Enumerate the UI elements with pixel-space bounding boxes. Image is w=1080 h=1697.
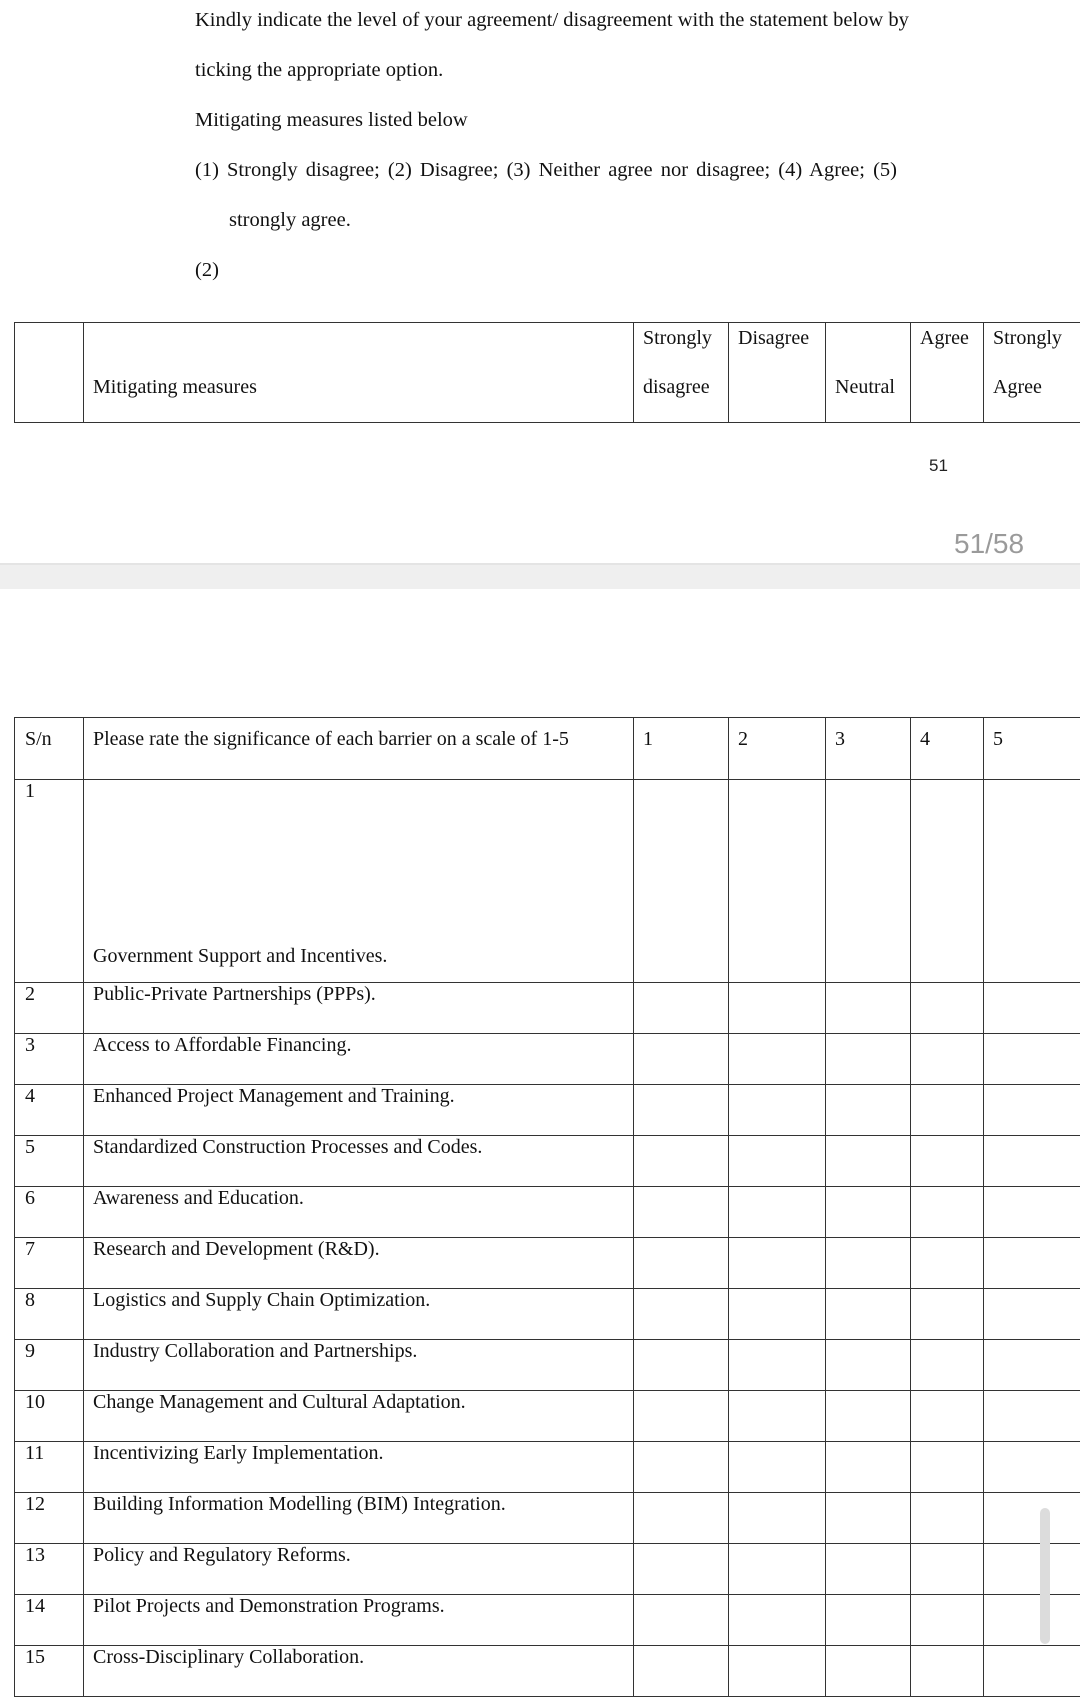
column-header	[634, 323, 729, 423]
strongly-agree-bottom: Agree	[993, 376, 1042, 399]
rating-cell-1[interactable]	[634, 1034, 729, 1085]
rating-cell-1[interactable]	[634, 1238, 729, 1289]
rating-cell-3[interactable]	[826, 780, 911, 983]
rating-cell-3[interactable]	[826, 1034, 911, 1085]
rating-cell-2[interactable]	[729, 1442, 826, 1493]
instruction-text: Kindly indicate the level of your agreement/ disagreement with the statement below by	[195, 10, 909, 31]
rating-cell-2[interactable]	[729, 1085, 826, 1136]
rating-cell-3[interactable]	[826, 1187, 911, 1238]
rating-cell-3[interactable]	[826, 1136, 911, 1187]
rating-cell-5[interactable]	[984, 1391, 1080, 1442]
rating-cell-4[interactable]	[911, 1493, 984, 1544]
table-row	[15, 1646, 1080, 1697]
column-header-5: 5	[984, 718, 1080, 780]
column-header-sn: S/n	[15, 718, 84, 780]
column-header-1: 1	[634, 718, 729, 780]
rating-cell-2[interactable]	[729, 1340, 826, 1391]
rating-cell-4[interactable]	[911, 780, 984, 983]
mitigating-measure: Industry Collaboration and Partnerships.	[84, 1340, 634, 1391]
rating-cell-3[interactable]	[826, 1442, 911, 1493]
rating-cell-5[interactable]	[984, 1646, 1080, 1697]
empty-cell	[15, 323, 84, 423]
rating-cell-1[interactable]	[634, 1391, 729, 1442]
rating-cell-4[interactable]	[911, 1442, 984, 1493]
row-number: 7	[15, 1238, 84, 1289]
agree-label: Agree	[920, 327, 969, 350]
neutral-label: Neutral	[835, 376, 895, 399]
rating-cell-5[interactable]	[984, 1340, 1080, 1391]
rating-cell-2[interactable]	[729, 780, 826, 983]
section-label: Mitigating measures listed below	[195, 110, 468, 131]
strongly-agree-top: Strongly	[993, 327, 1062, 350]
mitigating-measures-label: Mitigating measures	[93, 376, 257, 399]
mitigating-measure: Research and Development (R&D).	[84, 1238, 634, 1289]
row-number: 13	[15, 1544, 84, 1595]
rating-cell-2[interactable]	[729, 1136, 826, 1187]
column-header	[729, 323, 826, 423]
rating-cell-4[interactable]	[911, 1085, 984, 1136]
rating-cell-5[interactable]	[984, 1085, 1080, 1136]
row-number: 11	[15, 1442, 84, 1493]
rating-cell-5[interactable]	[984, 1187, 1080, 1238]
table-row	[15, 1187, 1080, 1238]
mitigating-measure: Incentivizing Early Implementation.	[84, 1442, 634, 1493]
table-row	[15, 1544, 1080, 1595]
list-marker: (2)	[195, 260, 219, 281]
rating-cell-3[interactable]	[826, 1391, 911, 1442]
rating-cell-2[interactable]	[729, 983, 826, 1034]
table-row	[15, 1238, 1080, 1289]
rating-cell-1[interactable]	[634, 1136, 729, 1187]
row-number: 9	[15, 1340, 84, 1391]
rating-table	[14, 717, 1080, 1697]
rating-cell-4[interactable]	[911, 1646, 984, 1697]
page-counter: 51/58	[954, 528, 1024, 560]
page-number: 51	[929, 456, 948, 476]
rating-cell-5[interactable]	[984, 983, 1080, 1034]
table-row	[15, 1136, 1080, 1187]
rating-cell-4[interactable]	[911, 1034, 984, 1085]
rating-table-body	[15, 780, 1080, 1697]
document-page-51	[0, 0, 1080, 565]
scale-legend: (1) Strongly disagree; (2) Disagree; (3) Neither agree nor disagree; (4) Agree; (5)	[195, 160, 897, 181]
rating-cell-1[interactable]	[634, 1187, 729, 1238]
rating-cell-3[interactable]	[826, 1238, 911, 1289]
rating-cell-3[interactable]	[826, 1493, 911, 1544]
mitigating-measure: Enhanced Project Management and Training.	[84, 1085, 634, 1136]
row-number: 15	[15, 1646, 84, 1697]
rating-cell-2[interactable]	[729, 1595, 826, 1646]
row-number: 6	[15, 1187, 84, 1238]
mitigating-measure: Awareness and Education.	[84, 1187, 634, 1238]
rating-cell-4[interactable]	[911, 1544, 984, 1595]
instruction-text-cont: ticking the appropriate option.	[195, 60, 443, 81]
rating-cell-1[interactable]	[634, 1085, 729, 1136]
rating-cell-4[interactable]	[911, 1136, 984, 1187]
rating-cell-2[interactable]	[729, 1391, 826, 1442]
row-number: 14	[15, 1595, 84, 1646]
row-number: 3	[15, 1034, 84, 1085]
rating-cell-4[interactable]	[911, 983, 984, 1034]
mitigating-measure: Policy and Regulatory Reforms.	[84, 1544, 634, 1595]
mitigating-measure: Cross-Disciplinary Collaboration.	[84, 1646, 634, 1697]
mitigating-measure: Building Information Modelling (BIM) Integration.	[84, 1493, 634, 1544]
rating-cell-3[interactable]	[826, 1340, 911, 1391]
rating-cell-4[interactable]	[911, 1595, 984, 1646]
row-number: 1	[15, 780, 84, 983]
column-header	[911, 323, 984, 423]
mitigating-measure: Change Management and Cultural Adaptation.	[84, 1391, 634, 1442]
rating-cell-5[interactable]	[984, 1034, 1080, 1085]
rating-cell-4[interactable]	[911, 1238, 984, 1289]
rating-cell-3[interactable]	[826, 983, 911, 1034]
rating-cell-5[interactable]	[984, 1136, 1080, 1187]
mitigating-measure: Logistics and Supply Chain Optimization.	[84, 1289, 634, 1340]
rating-cell-5[interactable]	[984, 1595, 1080, 1646]
rating-cell-2[interactable]	[729, 1238, 826, 1289]
rating-cell-2[interactable]	[729, 1034, 826, 1085]
table-row	[15, 983, 1080, 1034]
row-number: 5	[15, 1136, 84, 1187]
rating-cell-1[interactable]	[634, 1544, 729, 1595]
column-header-item: Please rate the significance of each barrier on a scale of 1-5	[84, 718, 634, 780]
rating-cell-2[interactable]	[729, 1493, 826, 1544]
table-row	[15, 1595, 1080, 1646]
rating-cell-1[interactable]	[634, 1340, 729, 1391]
scale-legend-cont: strongly agree.	[229, 210, 351, 231]
strongly-disagree-bottom: disagree	[643, 376, 710, 399]
rating-cell-1[interactable]	[634, 1493, 729, 1544]
rating-cell-5[interactable]	[984, 1493, 1080, 1544]
table-row	[15, 1085, 1080, 1136]
rating-cell-3[interactable]	[826, 1289, 911, 1340]
page-separator	[0, 563, 1080, 591]
rating-cell-5[interactable]	[984, 1442, 1080, 1493]
rating-cell-3[interactable]	[826, 1595, 911, 1646]
rating-cell-1[interactable]	[634, 1442, 729, 1493]
rating-cell-1[interactable]	[634, 1289, 729, 1340]
table-header-row	[15, 718, 1080, 780]
document-page-52	[0, 589, 1080, 1673]
strongly-disagree-top: Strongly	[643, 327, 712, 350]
rating-cell-4[interactable]	[911, 1187, 984, 1238]
table-row	[15, 1034, 1080, 1085]
table-row	[15, 1493, 1080, 1544]
rating-cell-5[interactable]	[984, 1238, 1080, 1289]
rating-cell-2[interactable]	[729, 1289, 826, 1340]
table-row	[15, 780, 1080, 983]
column-header-4: 4	[911, 718, 984, 780]
rating-cell-1[interactable]	[634, 1595, 729, 1646]
mitigating-measure: Standardized Construction Processes and Codes.	[84, 1136, 634, 1187]
rating-cell-5[interactable]	[984, 1544, 1080, 1595]
mitigating-measure: Access to Affordable Financing.	[84, 1034, 634, 1085]
row-number: 12	[15, 1493, 84, 1544]
mitigating-measures-header-table	[14, 322, 1080, 423]
scrollbar-thumb[interactable]	[1040, 1508, 1050, 1644]
row-number: 10	[15, 1391, 84, 1442]
rating-cell-1[interactable]	[634, 983, 729, 1034]
rating-cell-5[interactable]	[984, 1289, 1080, 1340]
row-number: 2	[15, 983, 84, 1034]
column-header	[984, 323, 1080, 423]
rating-cell-1[interactable]	[634, 780, 729, 983]
column-header-3: 3	[826, 718, 911, 780]
column-header	[84, 323, 634, 423]
mitigating-measure: Pilot Projects and Demonstration Programs.	[84, 1595, 634, 1646]
table-row	[15, 1442, 1080, 1493]
rating-cell-3[interactable]	[826, 1646, 911, 1697]
table-row	[15, 1289, 1080, 1340]
column-header-2: 2	[729, 718, 826, 780]
rating-cell-3[interactable]	[826, 1544, 911, 1595]
table-row	[15, 1391, 1080, 1442]
rating-cell-5[interactable]	[984, 780, 1080, 983]
mitigating-measure: Public-Private Partnerships (PPPs).	[84, 983, 634, 1034]
rating-cell-4[interactable]	[911, 1340, 984, 1391]
rating-cell-2[interactable]	[729, 1544, 826, 1595]
rating-cell-2[interactable]	[729, 1646, 826, 1697]
rating-cell-4[interactable]	[911, 1289, 984, 1340]
table-row	[15, 1340, 1080, 1391]
column-header	[826, 323, 911, 423]
rating-cell-2[interactable]	[729, 1187, 826, 1238]
disagree-label: Disagree	[738, 327, 809, 350]
row-number: 4	[15, 1085, 84, 1136]
rating-cell-3[interactable]	[826, 1085, 911, 1136]
rating-cell-4[interactable]	[911, 1391, 984, 1442]
mitigating-measure: Government Support and Incentives.	[84, 780, 634, 983]
rating-cell-1[interactable]	[634, 1646, 729, 1697]
row-number: 8	[15, 1289, 84, 1340]
